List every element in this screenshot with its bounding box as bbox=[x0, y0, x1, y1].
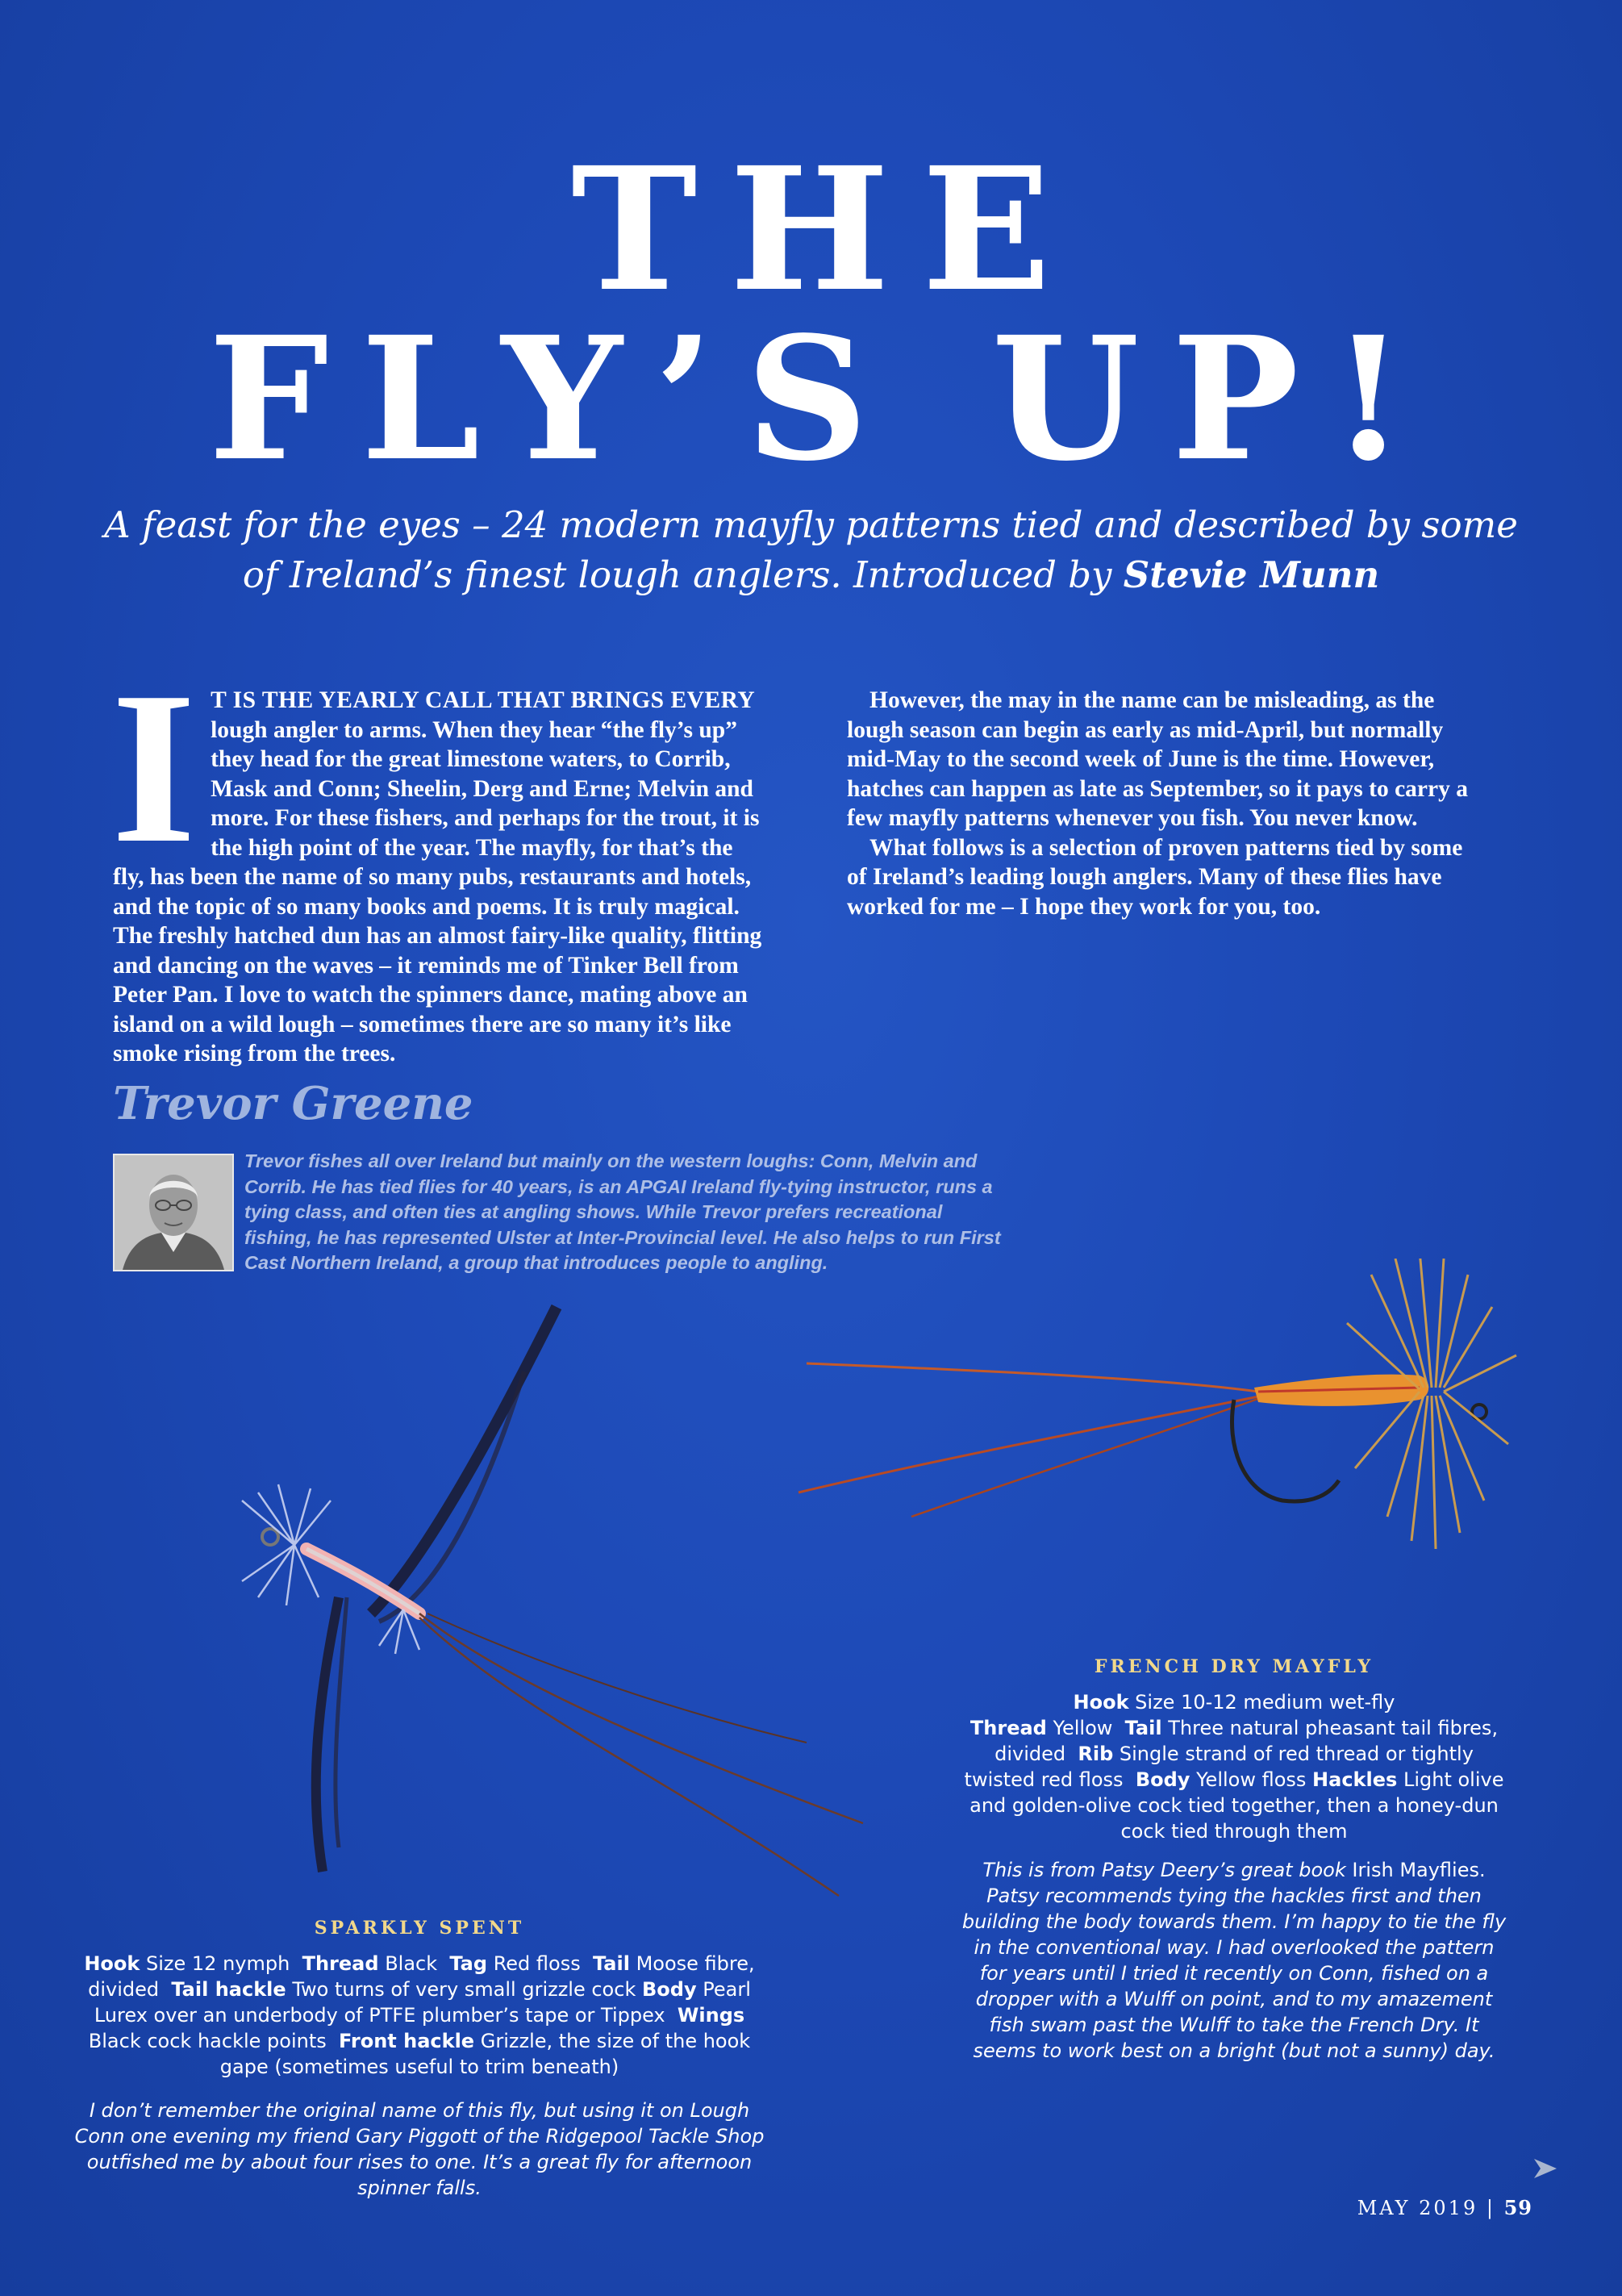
french-dry-mayfly-image bbox=[798, 1259, 1516, 1549]
folio-issue: MAY 2019 bbox=[1357, 2197, 1478, 2219]
profile-portrait-photo bbox=[113, 1154, 234, 1271]
page-number: 59 bbox=[1503, 2196, 1532, 2219]
drop-cap: I bbox=[111, 647, 197, 888]
standfirst bbox=[97, 500, 1525, 600]
profile-bio: Trevor fishes all over Ireland but mainly on the western loughs: Conn, Melvin and Corrib. He has tied flies for 40 years, is an APGAI Ireland fly-tying instructor, runs a tying class, and often ties at angling shows. While Trevor prefers recreational fishing, he has represented Ulster at Inter-Provincial level. He also helps to run First Cast Northern Ireland, a group that introduces people to angling. bbox=[244, 1150, 1001, 1273]
intro-column-left bbox=[111, 647, 766, 1069]
folio-separator: | bbox=[1486, 2197, 1495, 2219]
intro-column-right bbox=[847, 686, 1484, 921]
headline-line-1: THE bbox=[571, 130, 1083, 329]
triangle-arrow-icon bbox=[1532, 2157, 1558, 2180]
standfirst-line-2: of Ireland’s finest lough anglers. Introduced by bbox=[242, 553, 1112, 596]
profile-name: Trevor Greene bbox=[113, 1077, 473, 1130]
standfirst-line-1: A feast for the eyes – 24 modern mayfly patterns tied and described by some bbox=[104, 503, 1518, 546]
intro-paragraph-3: What follows is a selection of proven patterns tied by some of Ireland’s leading lough anglers. Many of these flies have worked for me – I hope they work for you, too. bbox=[847, 834, 1463, 920]
intro-lead-in: T IS THE YEARLY CALL THAT BRINGS EVERY bbox=[211, 687, 756, 713]
sparkly-spent-image bbox=[242, 1307, 863, 1896]
standfirst-author: Stevie Munn bbox=[1123, 553, 1380, 596]
sparkly-spent-note: I don’t remember the original name of this fly, but using it on Lough Conn one evening my friend Gary Piggott of the Ridgepool Tackle Shop outfished me by about four rises to one. It’s a great fly for afternoon spinner falls. bbox=[74, 2099, 765, 2199]
page-folio bbox=[1258, 2196, 1532, 2219]
french-dry-mayfly-recipe: Hook Size 10-12 medium wet-fly Thread Yellow Tail Three natural pheasant tail fibres, divided Rib Single strand of red thread or tightly twisted red floss Body Yellow floss Hackles Light olive and golden-olive cock tied together, then a honey-dun cock tied through them bbox=[964, 1691, 1504, 1843]
sparkly-spent-recipe: Hook Size 12 nymph Thread Black Tag Red floss Tail Moose fibre, divided Tail hackle Two turns of very small grizzle cock Body Pearl Lurex over an underbody of PTFE plumber’s tape or Tippex Wings Black cock hackle points Front hackle Grizzle, the size of the hook gape (sometimes useful to trim beneath) bbox=[84, 1952, 755, 2078]
french-dry-mayfly-heading: FRENCH DRY MAYFLY bbox=[1094, 1656, 1374, 1677]
french-dry-mayfly-note: This is from Patsy Deery’s great book Irish Mayflies. Patsy recommends tying the hackles first and then building the body towards them. I’m happy to tie the fly in the conventional way. I had overlooked the pattern for years until I tried it recently on Conn, fished on a dropper with a Wulff on point, and to my amazement fish swam past the Wulff to take the French Dry. It seems to work best on a bright (but not a sunny) day. bbox=[961, 1859, 1507, 2062]
intro-paragraph-2: However, the may in the name can be misleading, as the lough season can begin as early as mid-April, but normally mid-May to the second week of June is the time. However, hatches can happen as late as September, so it pays to carry a few mayfly patterns whenever you fish. You never know. bbox=[847, 687, 1468, 831]
sparkly-spent-heading: SPARKLY SPENT bbox=[314, 1918, 525, 1939]
headline-line-2: FLY’S UP! bbox=[208, 299, 1438, 499]
intro-paragraph-1: lough angler to arms. When they hear “the fly’s up” they head for the great limestone waters, to Corrib, Mask and Conn; Sheelin, Derg and Erne; Melvin and more. For these fishers, and perhaps for the trout, it is the high point of the year. The mayfly, for that’s the fly, has been the name of so many pubs, restaurants and hotels, and the topic of so many books and poems. It is truly magical. The freshly hatched dun has an almost fairy-like quality, flitting and dancing on the waves – it reminds me of Tinker Bell from Peter Pan. I love to watch the spinners dance, mating above an island on a wild lough – sometimes there are so many it’s like smoke rising from the trees. bbox=[113, 716, 762, 1067]
